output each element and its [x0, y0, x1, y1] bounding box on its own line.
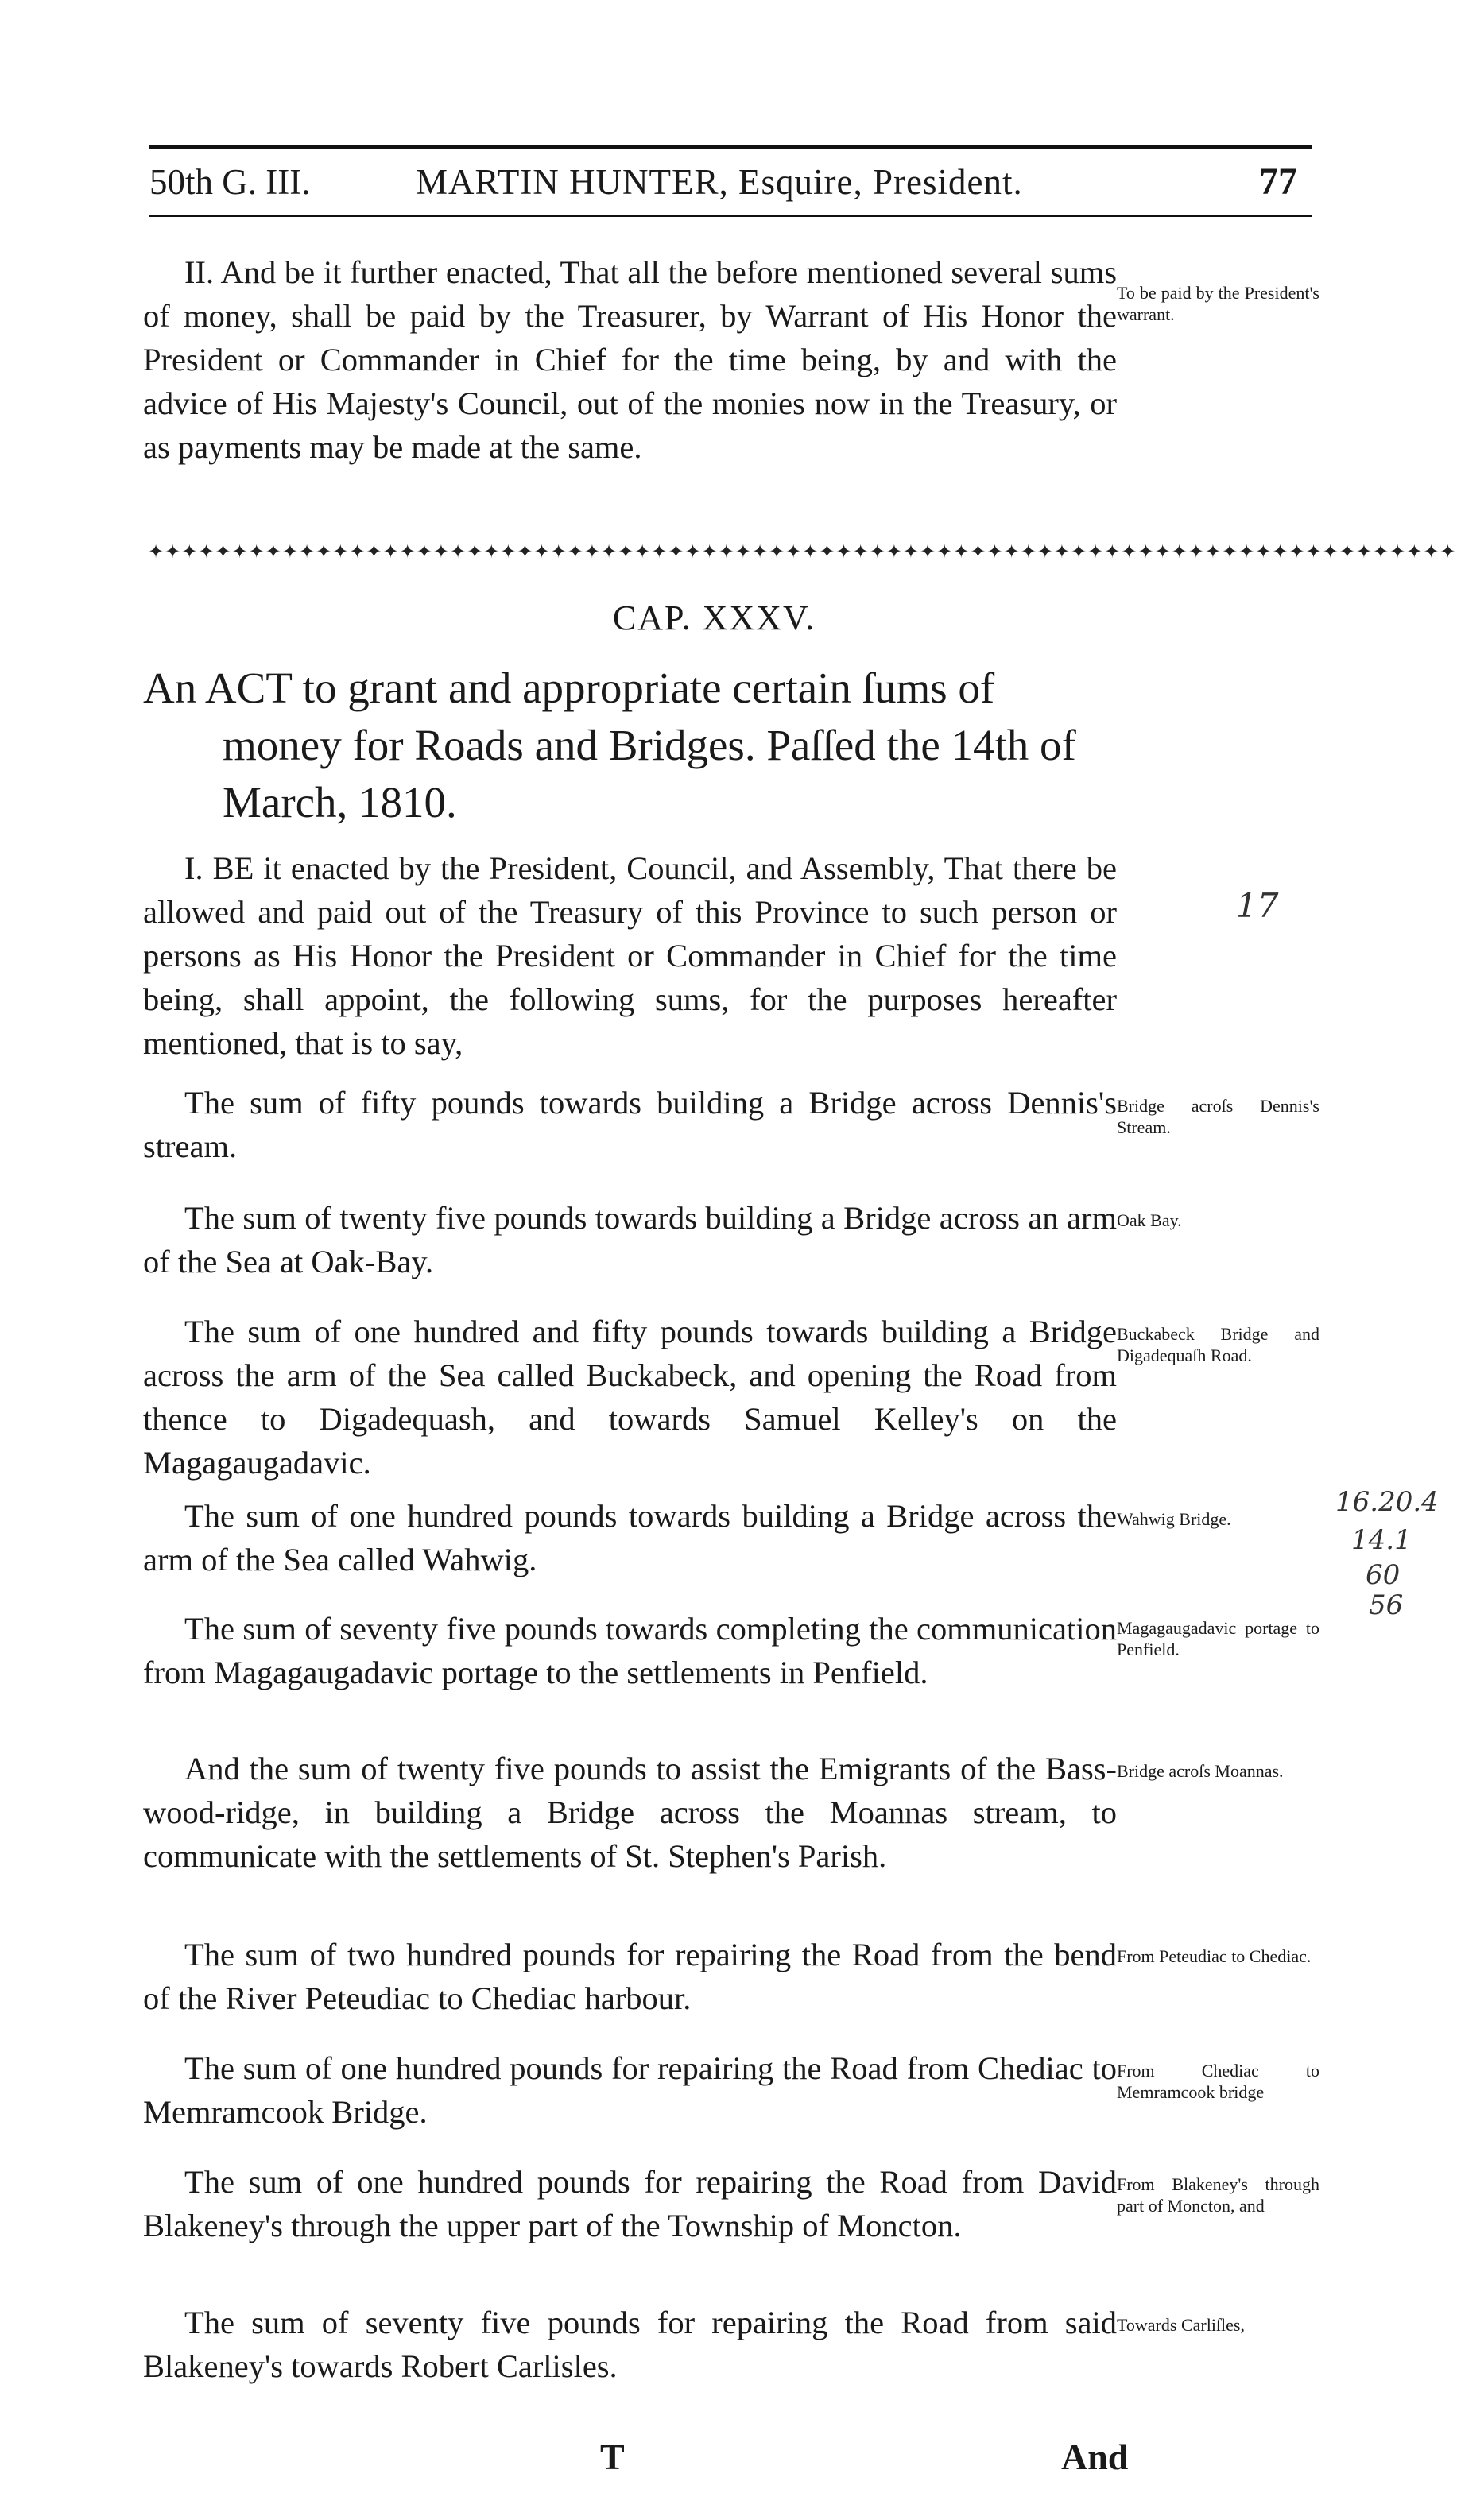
item-4-note: Wahwig Bridge. — [1117, 1509, 1231, 1529]
item-5-text: The sum of seventy five pounds towards completing the communication from Magagaugadavic portage to the settlements in Penfield. — [143, 1611, 1117, 1690]
item-2-text: The sum of twenty five pounds towards building a Bridge across an arm of the Sea at Oak-Bay. — [143, 1200, 1117, 1279]
handwritten-figure-4: 56 — [1369, 1589, 1404, 1621]
item-8-note: From Chediac to Memramcook bridge — [1117, 2061, 1319, 2102]
item-1-note: Bridge acroſs Dennis's Stream. — [1117, 1096, 1319, 1137]
item-5 — [143, 1607, 1117, 1694]
ornament-divider: ✦✦✦✦✦✦✦✦✦✦✦✦✦✦✦✦✦✦✦✦✦✦✦✦✦✦✦✦✦✦✦✦✦✦✦✦✦✦✦✦✦✦✦✦✦✦✦✦✦✦✦✦✦✦✦✦✦✦✦✦✦✦✦✦✦✦✦✦✦✦✦✦✦✦✦✦✦✦ — [148, 540, 1457, 563]
section-ii-text: II. And be it further enacted, That all the before mentioned several sums of money, shall be paid by the Treasurer, by Warrant of His Honor the President or Commander in Chief for the time being, by and with the advice of His Majesty's Council, out of the monies now in the Treasury, or as payments may be made at the same. — [143, 254, 1117, 465]
item-1 — [143, 1081, 1117, 1168]
header-regnal-year: 50th G. III. — [149, 162, 311, 202]
section-i-text: I. BE it enacted by the President, Council, and Assembly, That there be allowed and paid out of the Treasury of this Province to such person or persons as His Honor the President or Commander in Chief for the time being, shall appoint, the following sums, for the purposes hereafter mentioned, that is to say, — [143, 850, 1117, 1061]
item-9-note: From Blakeney's through part of Moncton, and — [1117, 2174, 1319, 2216]
item-8-text: The sum of one hundred pounds for repairing the Road from Chediac to Memramcook Bridge. — [143, 2050, 1117, 2130]
section-ii-paragraph — [143, 250, 1117, 469]
item-7 — [143, 1933, 1117, 2020]
handwritten-figure-3: 60 — [1366, 1559, 1401, 1591]
item-2-note: Oak Bay. — [1117, 1210, 1182, 1230]
catchword: And — [1061, 2437, 1129, 2477]
signature-mark: T — [600, 2437, 625, 2477]
item-9 — [143, 2160, 1117, 2247]
item-3 — [143, 1310, 1117, 1485]
act-title-text: An ACT to grant and appropriate certain ſums of money for Roads and Bridges. Paſſed the 14th of March, 1810. — [143, 664, 1076, 826]
item-4 — [143, 1494, 1117, 1581]
handwritten-figure-2: 14.1 — [1351, 1524, 1412, 1556]
chapter-heading: CAP. XXXV. — [612, 598, 816, 637]
item-6-note: Bridge acroſs Moannas. — [1117, 1761, 1284, 1781]
item-8 — [143, 2046, 1117, 2134]
section-i-paragraph — [143, 846, 1117, 1065]
page-number: 77 — [1259, 161, 1297, 203]
item-3-text: The sum of one hundred and fifty pounds towards building a Bridge across the arm of the Sea called Buckabeck, and opening the Road from thence to Digadequash, and towards Samuel Kelley's on the Magagaugadavic. — [143, 1314, 1117, 1481]
item-7-note: From Peteudiac to Chediac. — [1117, 1946, 1312, 1966]
item-10-note: Towards Carliſles, — [1117, 2315, 1245, 2335]
item-3-note: Buckabeck Bridge and Digadequaſh Road. — [1117, 1324, 1319, 1365]
section-i-marginal-mark: 17 — [1236, 886, 1279, 925]
running-header — [149, 156, 1312, 208]
item-7-text: The sum of two hundred pounds for repairing the Road from the bend of the River Peteudiac to Chediac harbour. — [143, 1937, 1117, 2016]
item-10-text: The sum of seventy five pounds for repairing the Road from said Blakeney's towards Robert Carlisles. — [143, 2305, 1117, 2384]
header-title: MARTIN HUNTER, Esquire, President. — [416, 162, 1023, 202]
item-6 — [143, 1747, 1117, 1878]
item-6-text: And the sum of twenty five pounds to assist the Emigrants of the Bass-wood-ridge, in building a Bridge across the Moannas stream, to communicate with the settlements of St. Stephen's Parish. — [143, 1751, 1117, 1874]
item-10 — [143, 2301, 1117, 2388]
item-9-text: The sum of one hundred pounds for repairing the Road from David Blakeney's through the upper part of the Township of Moncton. — [143, 2164, 1117, 2243]
item-2 — [143, 1196, 1117, 1283]
header-rule — [149, 215, 1312, 217]
act-title — [143, 660, 1121, 831]
top-rule — [149, 145, 1312, 149]
item-4-text: The sum of one hundred pounds towards building a Bridge across the arm of the Sea called Wahwig. — [143, 1498, 1117, 1577]
handwritten-figure-1: 16.20.4 — [1335, 1486, 1439, 1518]
item-5-note: Magagaugadavic portage to Penfield. — [1117, 1618, 1319, 1659]
item-1-text: The sum of fifty pounds towards building a Bridge across Dennis's stream. — [143, 1085, 1117, 1164]
margin-note-section-ii: To be paid by the President's warrant. — [1117, 283, 1319, 324]
